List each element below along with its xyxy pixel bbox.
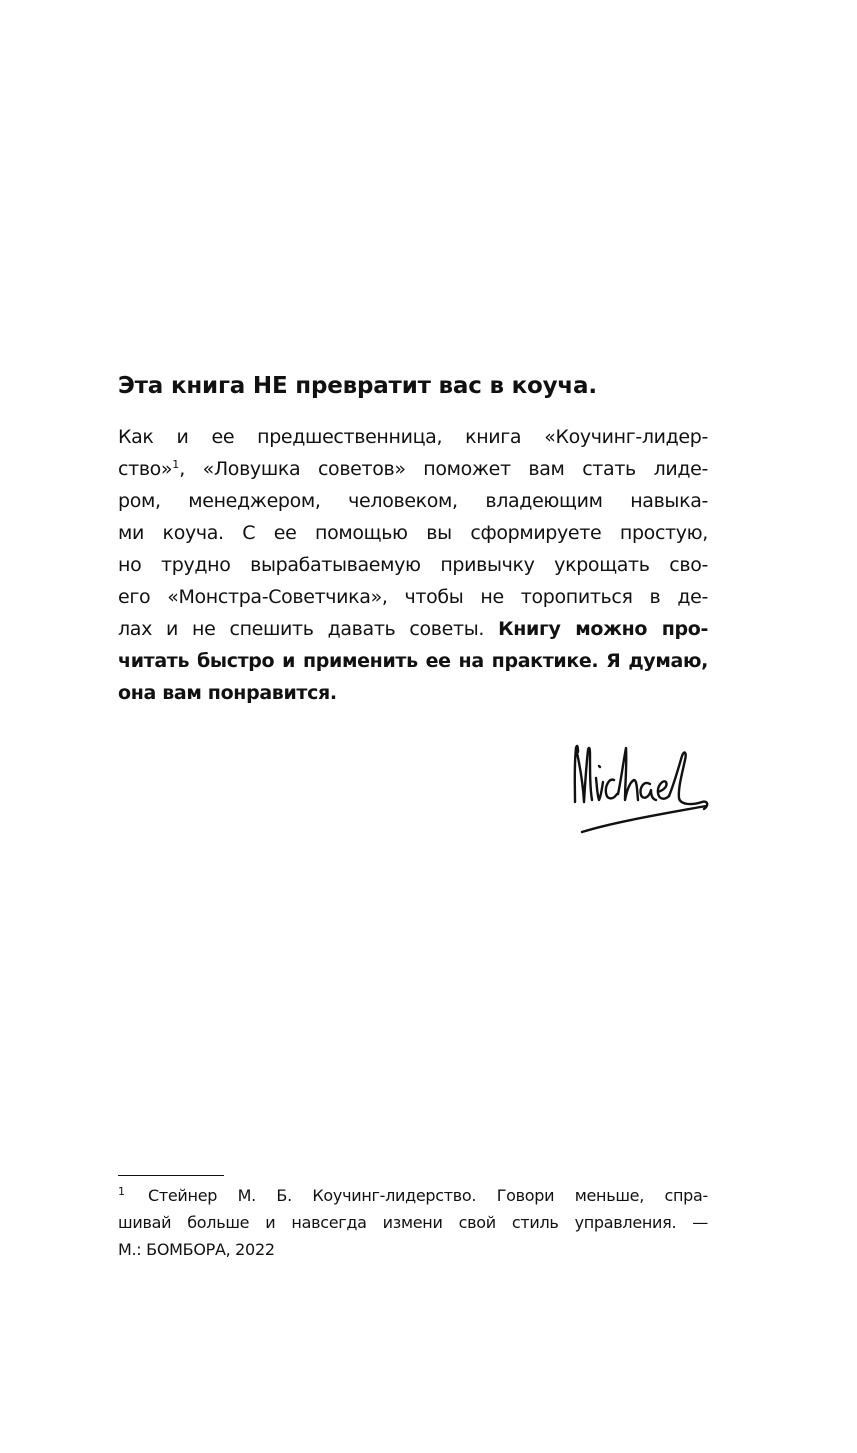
signature-image: [566, 736, 716, 838]
signature-stroke: [618, 748, 638, 800]
signature-stroke: [669, 753, 707, 809]
paragraph-line: но трудно вырабатываемую привычку укрощать сво-: [118, 554, 708, 576]
paragraph-line-bold: читать быстро и применить ее на практике. Я думаю,: [118, 650, 708, 672]
signature-stroke: [658, 781, 669, 798]
paragraph-line: лах и не спешить давать советы. Книгу можно про-: [118, 618, 708, 640]
paragraph-line: ром, менеджером, человеком, владеющим навыка-: [118, 490, 708, 512]
paragraph-line: его «Монстра-Советчика», чтобы не торопиться в де-: [118, 586, 708, 608]
paragraph-line: ми коуча. С ее помощью вы сформируете простую,: [118, 522, 708, 544]
paragraph-line: Как и ее предшественница, книга «Коучинг-лидер-: [118, 426, 708, 448]
footnote-separator: [118, 1175, 224, 1176]
signature-stroke: [596, 778, 603, 800]
signature-stroke: [599, 766, 600, 767]
footnote-line: 1 Стейнер М. Б. Коучинг-лидерство. Говори меньше, спра-: [118, 1185, 708, 1205]
body-paragraph: [118, 421, 708, 709]
footnote: [118, 1182, 708, 1263]
paragraph-line-bold: она вам понравится.: [118, 682, 337, 704]
signature-stroke: [641, 783, 656, 800]
footnote-line: М.: БОМБОРА, 2022: [118, 1240, 275, 1259]
footnote-reference[interactable]: 1: [172, 458, 180, 471]
page-heading: Эта книга НЕ превратит вас в коуча.: [118, 373, 597, 399]
signature-stroke: [582, 806, 706, 832]
bold-emphasis: Книгу можно про-: [498, 618, 708, 640]
paragraph-line: ство»$^1$, «Ловушка советов» поможет вам стать лиде-: [118, 458, 708, 480]
signature-stroke: [576, 748, 592, 802]
footnote-line: шивай больше и навсегда измени свой стиль управления. —: [118, 1213, 708, 1232]
signature-stroke: [606, 780, 617, 799]
